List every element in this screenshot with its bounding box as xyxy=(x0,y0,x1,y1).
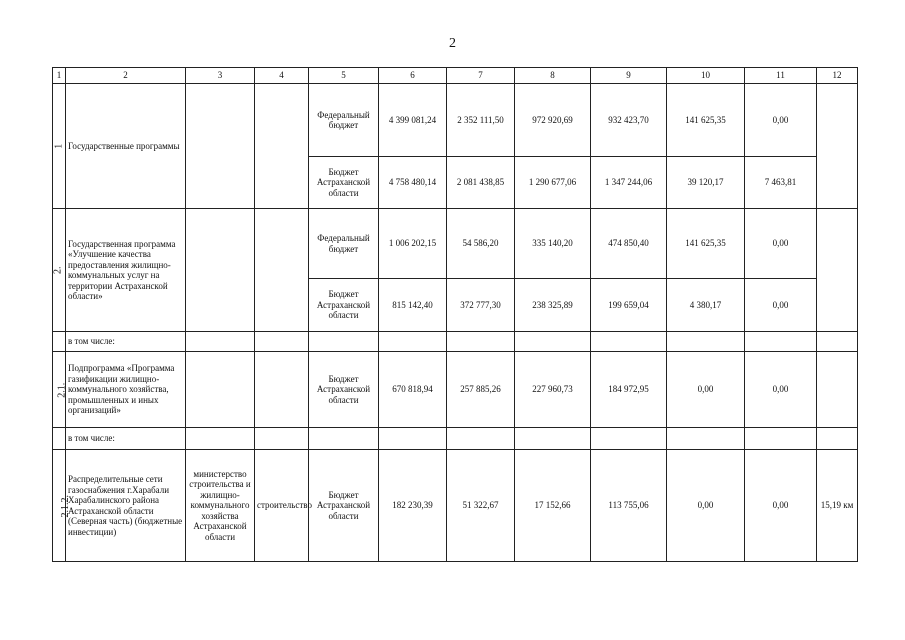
page-number: 2 xyxy=(449,36,456,51)
row-number: 2.1. xyxy=(53,352,66,428)
header-cell: 10 xyxy=(667,68,745,84)
value-cell xyxy=(745,332,817,352)
value-cell: 0,00 xyxy=(667,352,745,428)
value-cell: 113 755,06 xyxy=(591,450,667,562)
header-cell: 2 xyxy=(66,68,186,84)
value-cell: 1 006 202,15 xyxy=(379,209,447,279)
subheading: в том числе: xyxy=(66,428,186,450)
activity-cell xyxy=(255,84,309,209)
budget-table xyxy=(52,67,858,562)
activity-cell: строительство xyxy=(255,450,309,562)
responsible-cell xyxy=(186,84,255,209)
header-cell: 4 xyxy=(255,68,309,84)
value-cell xyxy=(515,332,591,352)
activity-cell xyxy=(255,428,309,450)
header-cell: 1 xyxy=(53,68,66,84)
value-cell xyxy=(667,428,745,450)
value-cell: 0,00 xyxy=(667,450,745,562)
value-cell xyxy=(379,332,447,352)
value-cell: 238 325,89 xyxy=(515,279,591,332)
value-cell xyxy=(745,428,817,450)
value-cell: 335 140,20 xyxy=(515,209,591,279)
responsible-cell xyxy=(186,352,255,428)
header-cell: 6 xyxy=(379,68,447,84)
value-cell: 972 920,69 xyxy=(515,84,591,157)
value-cell: 141 625,35 xyxy=(667,84,745,157)
value-cell: 39 120,17 xyxy=(667,157,745,209)
activity-cell xyxy=(255,332,309,352)
value-cell: 227 960,73 xyxy=(515,352,591,428)
value-cell: 2 081 438,85 xyxy=(447,157,515,209)
activity-cell xyxy=(255,352,309,428)
header-cell: 8 xyxy=(515,68,591,84)
funding-source: Федеральный бюджет xyxy=(309,84,379,157)
value-cell: 54 586,20 xyxy=(447,209,515,279)
row-number xyxy=(53,332,66,352)
row-number: 2.1.2. xyxy=(53,450,66,562)
row-number xyxy=(53,428,66,450)
table-row xyxy=(53,428,858,450)
value-cell: 0,00 xyxy=(745,209,817,279)
program-name: Подпрограмма «Программа газификации жилищно-коммунального хозяйства, промышленных и иных организаций» xyxy=(66,352,186,428)
value-cell: 4 399 081,24 xyxy=(379,84,447,157)
value-cell: 7 463,81 xyxy=(745,157,817,209)
value-cell: 474 850,40 xyxy=(591,209,667,279)
table-row xyxy=(53,332,858,352)
result-cell: 15,19 км xyxy=(817,450,858,562)
value-cell: 0,00 xyxy=(745,450,817,562)
funding-source: Бюджет Астраханской области xyxy=(309,450,379,562)
value-cell: 932 423,70 xyxy=(591,84,667,157)
value-cell: 4 380,17 xyxy=(667,279,745,332)
value-cell: 2 352 111,50 xyxy=(447,84,515,157)
value-cell: 257 885,26 xyxy=(447,352,515,428)
program-name: Государственные программы xyxy=(66,84,186,209)
result-cell xyxy=(817,352,858,428)
value-cell xyxy=(379,428,447,450)
program-name: Государственная программа «Улучшение качества предоставления жилищно-коммунальных услуг на территории Астраханской области» xyxy=(66,209,186,332)
value-cell: 51 322,67 xyxy=(447,450,515,562)
value-cell: 1 290 677,06 xyxy=(515,157,591,209)
value-cell xyxy=(591,332,667,352)
header-cell: 7 xyxy=(447,68,515,84)
responsible-cell xyxy=(186,209,255,332)
result-cell xyxy=(817,428,858,450)
value-cell: 4 758 480,14 xyxy=(379,157,447,209)
value-cell xyxy=(515,428,591,450)
header-row xyxy=(53,68,858,84)
responsible-cell: министерство строительства и жилищно-коммунального хозяйства Астраханской области xyxy=(186,450,255,562)
result-cell xyxy=(817,84,858,209)
value-cell xyxy=(447,428,515,450)
header-cell: 9 xyxy=(591,68,667,84)
header-cell: 5 xyxy=(309,68,379,84)
value-cell: 0,00 xyxy=(745,352,817,428)
value-cell: 199 659,04 xyxy=(591,279,667,332)
value-cell: 182 230,39 xyxy=(379,450,447,562)
subheading: в том числе: xyxy=(66,332,186,352)
value-cell xyxy=(447,332,515,352)
program-name: Распределительные сети газоснабжения г.Харабали Харабалинского района Астраханской области (Северная часть) (бюджетные инвестиции) xyxy=(66,450,186,562)
table-row xyxy=(53,209,858,279)
responsible-cell xyxy=(186,332,255,352)
activity-cell xyxy=(255,209,309,332)
value-cell: 0,00 xyxy=(745,279,817,332)
value-cell: 141 625,35 xyxy=(667,209,745,279)
result-cell xyxy=(817,209,858,332)
funding-source: Бюджет Астраханской области xyxy=(309,157,379,209)
value-cell: 1 347 244,06 xyxy=(591,157,667,209)
funding-source xyxy=(309,332,379,352)
result-cell xyxy=(817,332,858,352)
value-cell: 372 777,30 xyxy=(447,279,515,332)
funding-source: Федеральный бюджет xyxy=(309,209,379,279)
value-cell: 670 818,94 xyxy=(379,352,447,428)
table-row xyxy=(53,352,858,428)
funding-source: Бюджет Астраханской области xyxy=(309,352,379,428)
value-cell xyxy=(667,332,745,352)
value-cell: 815 142,40 xyxy=(379,279,447,332)
value-cell: 184 972,95 xyxy=(591,352,667,428)
header-cell: 11 xyxy=(745,68,817,84)
value-cell: 17 152,66 xyxy=(515,450,591,562)
row-number: 1 xyxy=(53,84,66,209)
table-row xyxy=(53,84,858,157)
value-cell: 0,00 xyxy=(745,84,817,157)
row-number: 2. xyxy=(53,209,66,332)
responsible-cell xyxy=(186,428,255,450)
table-row xyxy=(53,450,858,562)
funding-source: Бюджет Астраханской области xyxy=(309,279,379,332)
funding-source xyxy=(309,428,379,450)
header-cell: 12 xyxy=(817,68,858,84)
value-cell xyxy=(591,428,667,450)
header-cell: 3 xyxy=(186,68,255,84)
